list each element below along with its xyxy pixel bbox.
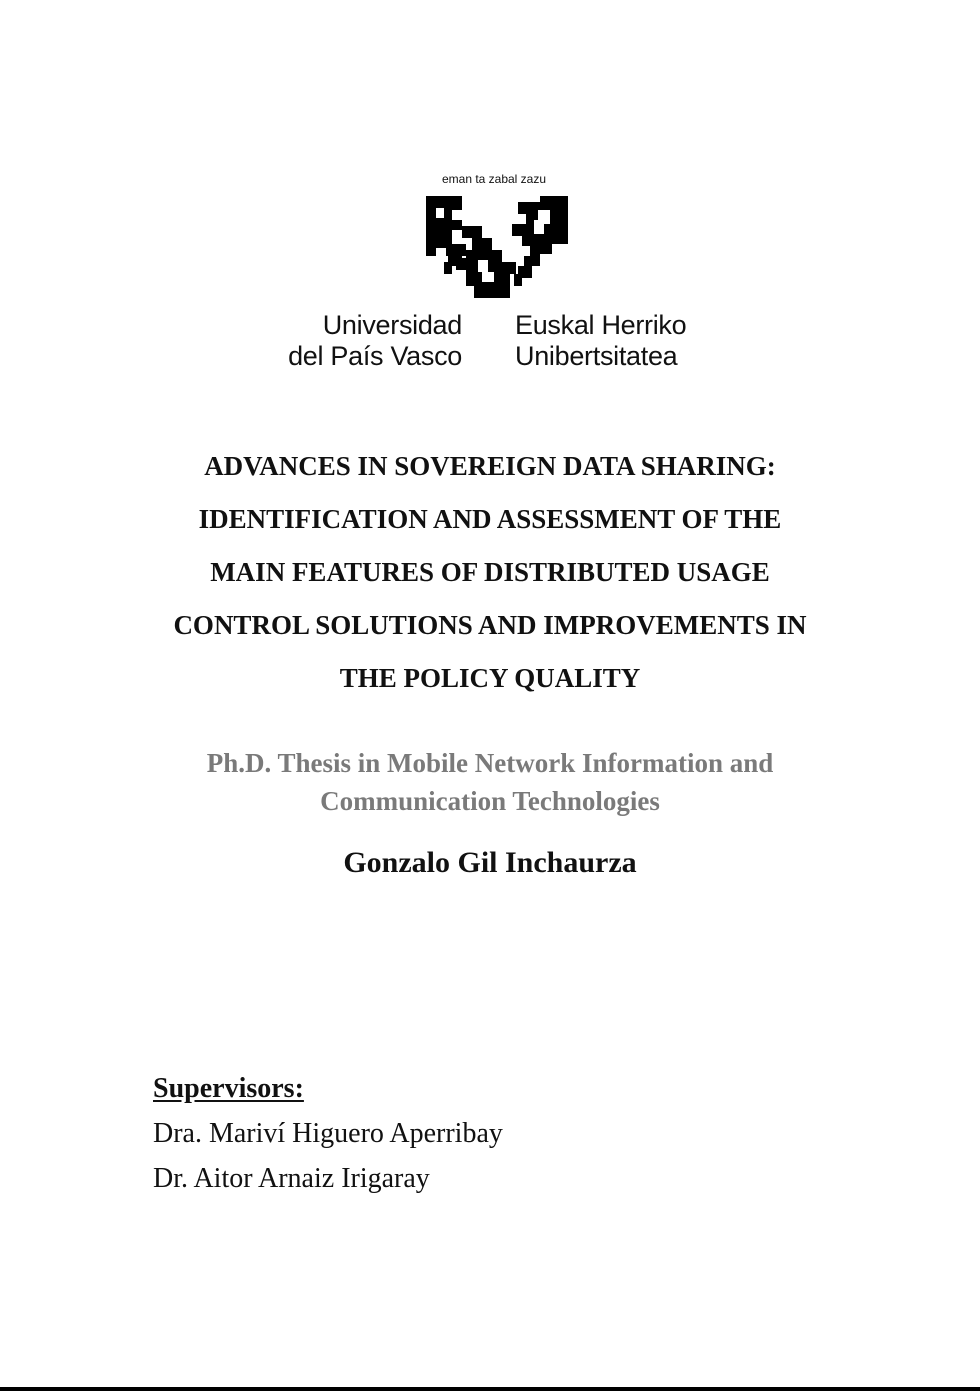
thesis-title — [90, 440, 890, 705]
thesis-title-line: THE POLICY QUALITY — [339, 663, 641, 693]
thesis-title-line: CONTROL SOLUTIONS AND IMPROVEMENTS IN — [173, 610, 807, 640]
supervisor-name: Dr. Aitor Arnaiz Irigaray — [153, 1163, 430, 1194]
thesis-title-line: ADVANCES IN SOVEREIGN DATA SHARING: — [204, 451, 776, 481]
author-name: Gonzalo Gil Inchaurza — [343, 846, 637, 879]
supervisor-name: Dra. Mariví Higuero Aperribay — [153, 1118, 503, 1149]
thesis-subtitle — [90, 744, 890, 820]
logo-left-step — [436, 208, 444, 218]
university-name-es-line-1: Universidad — [322, 310, 462, 340]
logo-bridge-left — [444, 256, 462, 274]
university-name-spanish — [288, 310, 462, 372]
university-name-basque — [515, 310, 686, 372]
page-bottom-border — [0, 1387, 980, 1391]
university-motto: eman ta zabal zazu — [441, 172, 547, 186]
supervisors-heading: Supervisors: — [153, 1073, 304, 1104]
supervisors-block — [153, 1066, 503, 1201]
logo-bridge-right — [514, 266, 532, 286]
university-logo-icon — [422, 194, 570, 300]
logo-left-block — [426, 196, 466, 256]
thesis-subtitle-line: Communication Technologies — [320, 786, 660, 816]
university-name-es-line-2: del País Vasco — [288, 341, 462, 371]
thesis-title-line: MAIN FEATURES OF DISTRIBUTED USAGE — [210, 557, 770, 587]
university-name-eu-line-2: Unibertsitatea — [515, 341, 678, 371]
thesis-title-line: IDENTIFICATION AND ASSESSMENT OF THE — [198, 504, 782, 534]
university-name-eu-line-1: Euskal Herriko — [515, 310, 687, 340]
thesis-subtitle-line: Ph.D. Thesis in Mobile Network Information and — [206, 748, 774, 778]
